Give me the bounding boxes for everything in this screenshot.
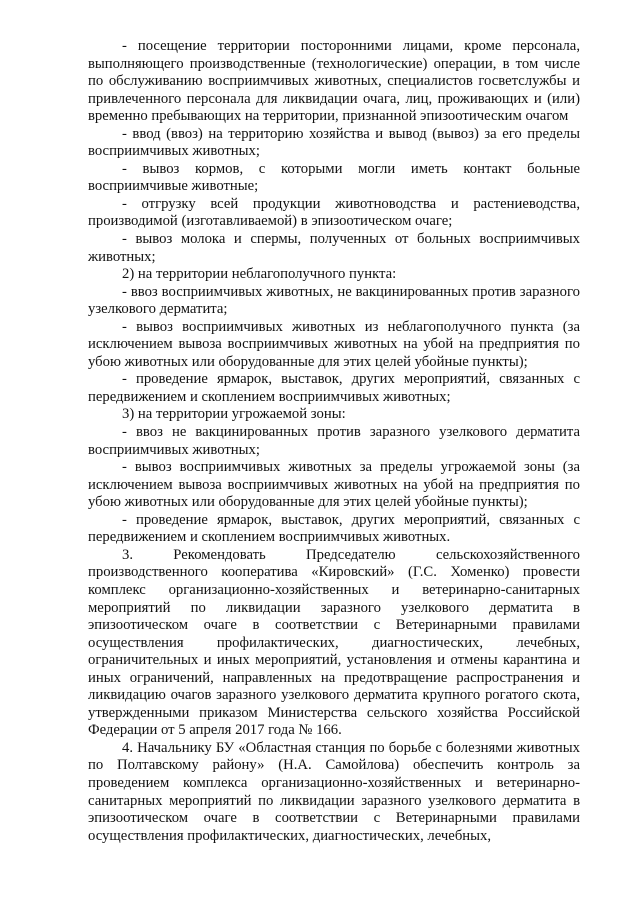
list-item-fairs-ban: - проведение ярмарок, выставок, других мероприятий, связанных с передвижением и скоплением восприимчивых животных; bbox=[88, 371, 580, 405]
list-item-animal-entry-exit: - ввод (ввоз) на территорию хозяйства и вывод (вывоз) за его пределы восприимчивых животных; bbox=[88, 125, 580, 160]
clause-4-control: 4. Начальнику БУ «Областная станция по борьбе с болезнями животных по Полтавскому району» (Н.А. Самойлова) обеспечить контроль за проведением комплекса организационно-хозяйственных и ветеринарно-санитарных мероприятий по ликвидации заразного узелкового дерматита в эпизоотическом очаге в соответствии с Ветеринарными правилами осуществления профилактических, диагностических, лечебных, bbox=[88, 739, 580, 844]
clause-3-recommendation: 3. Рекомендовать Председателю сельскохозяйственного производственного кооператива «Кировский» (Г.С. Хоменко) провести комплекс организационно-хозяйственных и ветеринарно-санитарных мероприятий по ликвидации заразного узелкового дерматита в эпизоотическом очаге в соответствии с Ветеринарными правилами осуществления профилактических, диагностических, лечебных, ограничительных и иных мероприятий, установления и отмены карантина и иных ограничений, направленных на предотвращение распространения и ликвидацию очагов заразного узелкового дерматита крупного рогатого скота, утвержденными приказом Министерства сельского хозяйства Российской Федерации от 5 апреля 2017 года № 166. bbox=[88, 546, 580, 739]
list-item-visiting-restriction: - посещение территории посторонними лицами, кроме персонала, выполняющего производственные (технологические) операции, в том числе по обслуживанию восприимчивых животных, специалистов госветслужбы и привлеченного персонала для ликвидации очага, лиц, проживающих и (или) временно пребывающих на территории, признанной эпизоотическим очагом bbox=[88, 38, 580, 125]
list-item-feed-removal: - вывоз кормов, с которыми могли иметь контакт больные восприимчивые животные; bbox=[88, 160, 580, 195]
document-page bbox=[88, 38, 580, 845]
list-item-animal-removal: - вывоз восприимчивых животных из неблагополучного пункта (за исключением вывоза восприимчивых животных на убой на предприятия по убою животных или оборудованные для этих целей убойные пункты); bbox=[88, 318, 580, 370]
section-heading-unfavorable-point: 2) на территории неблагополучного пункта: bbox=[122, 266, 397, 283]
section-heading-threatened-zone: 3) на территории угрожаемой зоны: bbox=[122, 406, 346, 423]
list-item-fairs-ban-zone: - проведение ярмарок, выставок, других мероприятий, связанных с передвижением и скоплением восприимчивых животных. bbox=[88, 511, 580, 546]
list-item-unvaccinated-import-zone: - ввоз не вакцинированных против заразного узелкового дерматита восприимчивых животных; bbox=[88, 424, 580, 458]
list-item-product-shipment: - отгрузку всей продукции животноводства и растениеводства, производимой (изготавливаемой) в эпизоотическом очаге; bbox=[88, 195, 580, 230]
list-item-unvaccinated-import: - ввоз восприимчивых животных, не вакцинированных против заразного узелкового дерматита; bbox=[88, 283, 580, 318]
list-item-animal-removal-zone: - вывоз восприимчивых животных за пределы угрожаемой зоны (за исключением вывоза восприимчивых животных на убой на предприятия по убою животных или оборудованные для этих целей убойные пункты); bbox=[88, 459, 580, 511]
list-item-milk-semen-removal: - вывоз молока и спермы, полученных от больных восприимчивых животных; bbox=[88, 231, 580, 265]
